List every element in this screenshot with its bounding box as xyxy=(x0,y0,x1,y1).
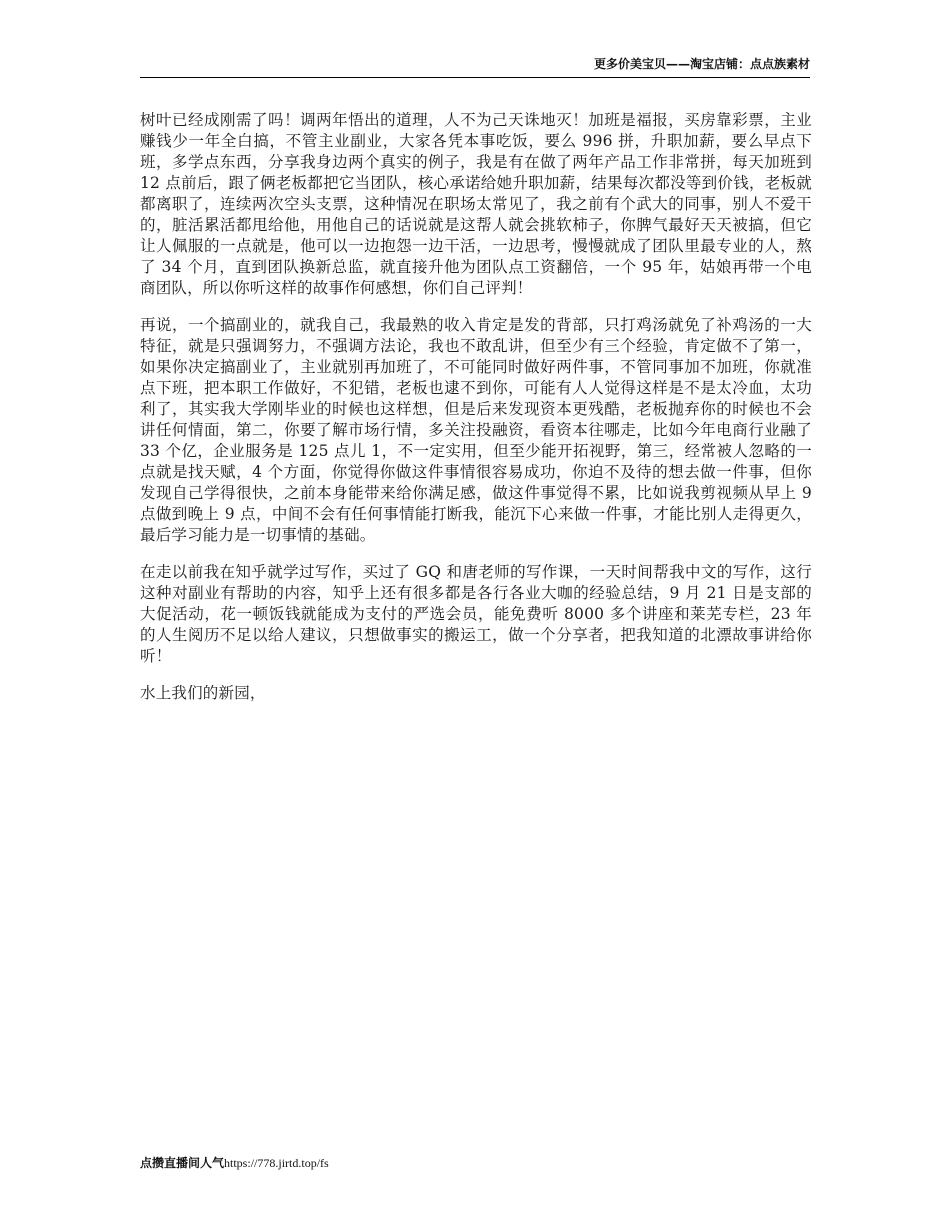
paragraph-4: 水上我们的新园， xyxy=(140,684,266,702)
header-text: 更多价美宝贝——淘宝店铺：点点族素材 xyxy=(593,57,810,71)
page-footer xyxy=(140,1154,329,1171)
footer-link[interactable]: https://778.jirtd.top/fs xyxy=(224,1156,329,1170)
document-body xyxy=(140,110,812,720)
paragraph-2: 再说，一个搞副业的，就我自己，我最熟的收入肯定是发的背部，只打鸡汤就免了补鸡汤的一大特征，就是只强调努力，不强调方法论，我也不敢乱讲，但至少有三个经验，肯定做不了第一，如果你决定搞副业了，主业就别再加班了，不可能同时做好两件事，不管同事加不加班，你就准点下班，把本职工作做好，不犯错，老板也逮不到你，可能有人人觉得这样是不是太冷血，太功利了，其实我大学刚毕业的时候也这样想，但是后来发现资本更残酷，老板抛弃你的时候也不会讲任何情面，第二，你要了解市场行情，多关注投融资，看资本往哪走，比如今年电商行业融了 33 个亿，企业服务是 125 点儿 1，不一定实用，但至少能开拓视野，第三，经常被人忽略的一点就是找天赋，4 个方面，你觉得你做这件事情很容易成功，你迫不及待的想去做一件事，但你发现自己学得很快，之前本身能带来给你满足感，做这件事觉得不累，比如说我剪视频从早上 9 点做到晚上 9 点，中间不会有任何事情能打断我，能沉下心来做一件事，才能比别人走得更久，最后学习能力是一切事情的基础。 xyxy=(140,316,812,544)
page-header xyxy=(140,55,810,78)
footer-label: 点攒直播间人气 xyxy=(140,1156,225,1170)
paragraph-1: 树叶已经成刚需了吗！调两年悟出的道理，人不为己天诛地灭！加班是福报，买房靠彩票，主业赚钱少一年全白搞，不管主业副业，大家各凭本事吃饭，要么 996 拼，升职加薪，要么早点下班，多学点东西，分享我身边两个真实的例子，我是有在做了两年产品工作非常拼，每天加班到 12 点前后，跟了俩老板都把它当团队，核心承诺给她升职加薪，结果每次都没等到价钱，老板就都离职了，连续两次空头支票，这种情况在职场太常见了，我之前有个武大的同事，别人不爱干的，脏活累活都甩给他，用他自己的话说就是这帮人就会挑软柿子，你脾气最好天天被搞，但它让人佩服的一点就是，他可以一边抱怨一边干活，一边思考，慢慢就成了团队里最专业的人，熬了 34 个月，直到团队换新总监，就直接升他为团队点工资翻倍，一个 95 年，姑娘再带一个电商团队，所以你听这样的故事作何感想，你们自己评判！ xyxy=(140,111,812,297)
paragraph-3: 在走以前我在知乎就学过写作，买过了 GQ 和唐老师的写作课，一天时间帮我中文的写作，这行这种对副业有帮助的内容，知乎上还有很多都是各行各业大咖的经验总结，9 月 21 日是支部的大促活动，花一顿饭钱就能成为支付的严选会员，能免费听 8000 多个讲座和莱芜专栏，23 年的人生阅历不足以给人建议，只想做事实的搬运工，做一个分享者，把我知道的北漂故事讲给你听！ xyxy=(140,563,812,665)
